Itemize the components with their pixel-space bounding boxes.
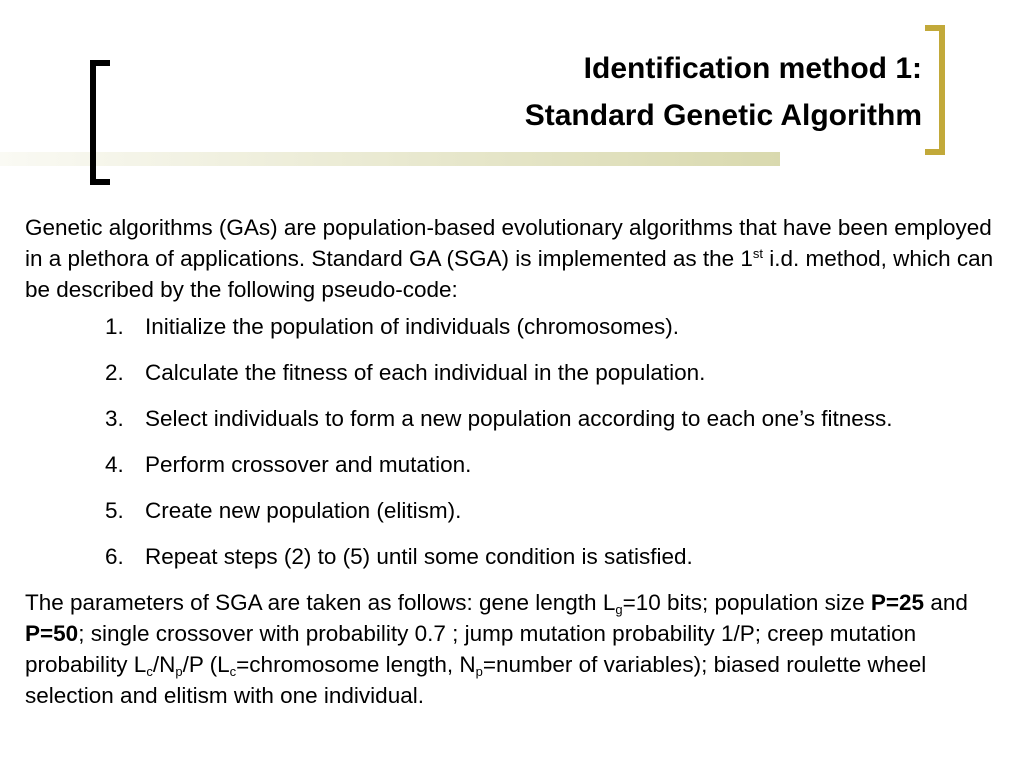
step-number: 2. [105,360,124,385]
step-number: 3. [105,406,124,431]
list-item [25,357,1000,388]
ordinal-suffix: st [752,246,764,261]
subscript-g: g [615,602,623,617]
params-text: /P (L [182,652,230,677]
params-text: =number of variables); biased roulette wheel selection and elitism with one individual. [25,652,927,708]
step-text: Select individuals to form a new population according to each one’s fitness. [145,406,893,431]
param-p50: P=50 [25,621,79,646]
parameters-paragraph [25,587,1000,711]
right-bracket-decoration [925,25,945,155]
slide-body [25,212,1000,711]
list-item [25,541,1000,572]
intro-paragraph [25,212,1000,305]
left-bracket-decoration [90,60,110,185]
params-text: ; single crossover with probability 0.7 ; jump mutation probability 1/P; creep mutation probability L [25,621,917,677]
param-p25: P=25 [870,590,925,615]
title-line-2: Standard Genetic Algorithm [524,99,922,132]
step-number: 6. [105,544,124,569]
step-text: Repeat steps (2) to (5) until some condition is satisfied. [145,544,693,569]
subscript-p: p [475,664,483,679]
step-text: Initialize the population of individuals (chromosomes). [145,314,680,339]
step-number: 5. [105,498,124,523]
intro-text-2: i.d. method, which can be described by the following pseudo-code: [25,246,994,302]
slide-title [525,45,922,139]
list-item [25,495,1000,526]
pseudo-code-list [25,311,1000,572]
step-text: Perform crossover and mutation. [145,452,472,477]
step-number: 1. [105,314,124,339]
title-line-1: Identification method 1: [583,52,922,85]
params-text: The parameters of SGA are taken as follows: gene length L [25,590,616,615]
params-text: =chromosome length, N [236,652,476,677]
intro-text-1: Genetic algorithms (GAs) are population-based evolutionary algorithms that have been employed in a plethora of applications. Standard GA (SGA) is implemented as the 1 [25,215,992,271]
subscript-c: c [229,664,237,679]
subscript-p: p [175,664,183,679]
step-number: 4. [105,452,124,477]
params-text: =10 bits; population size [622,590,871,615]
list-item [25,311,1000,342]
step-text: Create new population (elitism). [145,498,462,523]
list-item [25,449,1000,480]
list-item [25,403,1000,434]
step-text: Calculate the fitness of each individual in the population. [145,360,706,385]
title-underline-band [0,152,780,166]
params-text: /N [152,652,176,677]
params-text: and [924,590,968,615]
subscript-c: c [146,664,153,679]
